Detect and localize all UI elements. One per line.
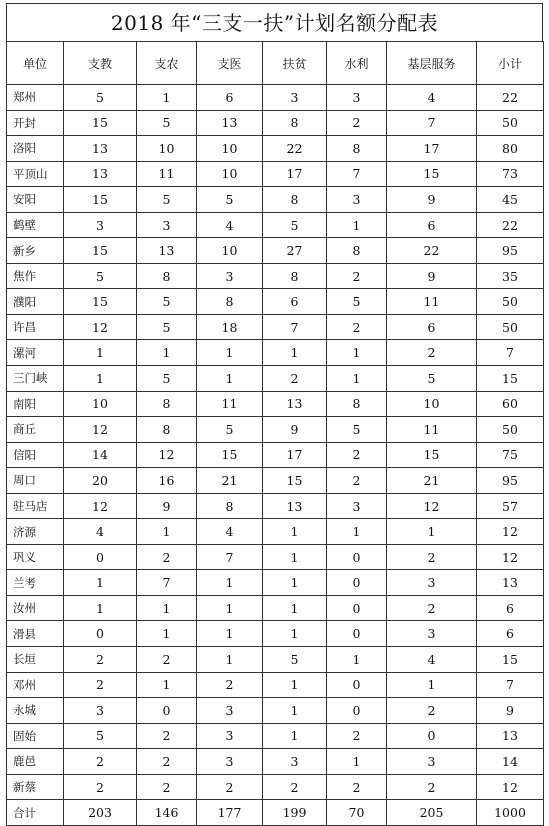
quota-cell: 12 bbox=[64, 417, 137, 443]
quota-cell: 1 bbox=[387, 519, 477, 545]
table-body bbox=[7, 85, 544, 800]
quota-cell: 3 bbox=[137, 212, 197, 238]
quota-cell: 9 bbox=[137, 493, 197, 519]
quota-cell: 1 bbox=[327, 366, 387, 392]
quota-cell: 21 bbox=[197, 468, 263, 494]
table-row bbox=[7, 314, 544, 340]
quota-cell: 0 bbox=[64, 621, 137, 647]
quota-cell: 1 bbox=[137, 519, 197, 545]
quota-cell: 13 bbox=[477, 723, 544, 749]
quota-cell: 45 bbox=[477, 187, 544, 213]
quota-cell: 1 bbox=[64, 366, 137, 392]
quota-cell: 2 bbox=[137, 647, 197, 673]
quota-cell: 0 bbox=[327, 570, 387, 596]
quota-cell: 75 bbox=[477, 442, 544, 468]
quota-cell: 12 bbox=[64, 314, 137, 340]
quota-cell: 5 bbox=[137, 314, 197, 340]
quota-cell: 80 bbox=[477, 136, 544, 162]
unit-name-cell: 济源 bbox=[7, 519, 64, 545]
quota-cell: 2 bbox=[64, 647, 137, 673]
unit-name-cell: 漯河 bbox=[7, 340, 64, 366]
table-row bbox=[7, 647, 544, 673]
unit-name-cell: 洛阳 bbox=[7, 136, 64, 162]
quota-cell: 15 bbox=[477, 366, 544, 392]
unit-name-cell: 兰考 bbox=[7, 570, 64, 596]
quota-cell: 1 bbox=[263, 570, 327, 596]
quota-cell: 8 bbox=[263, 263, 327, 289]
quota-cell: 1 bbox=[263, 672, 327, 698]
quota-cell: 8 bbox=[137, 263, 197, 289]
quota-cell: 57 bbox=[477, 493, 544, 519]
quota-cell: 15 bbox=[477, 647, 544, 673]
quota-cell: 9 bbox=[263, 417, 327, 443]
quota-cell: 1 bbox=[387, 672, 477, 698]
quota-cell: 5 bbox=[137, 187, 197, 213]
quota-cell: 7 bbox=[327, 161, 387, 187]
quota-cell: 0 bbox=[387, 723, 477, 749]
quota-cell: 1 bbox=[263, 519, 327, 545]
quota-cell: 3 bbox=[327, 85, 387, 111]
quota-cell: 15 bbox=[197, 442, 263, 468]
quota-cell: 3 bbox=[64, 212, 137, 238]
table-row bbox=[7, 672, 544, 698]
quota-cell: 12 bbox=[477, 774, 544, 800]
quota-cell: 0 bbox=[327, 544, 387, 570]
quota-cell: 14 bbox=[64, 442, 137, 468]
quota-cell: 6 bbox=[387, 212, 477, 238]
column-header-poverty: 扶贫 bbox=[263, 42, 327, 85]
quota-cell: 2 bbox=[387, 595, 477, 621]
table-row bbox=[7, 340, 544, 366]
quota-cell: 5 bbox=[327, 417, 387, 443]
quota-cell: 1 bbox=[327, 340, 387, 366]
table-row bbox=[7, 212, 544, 238]
allocation-table bbox=[6, 41, 544, 826]
quota-cell: 10 bbox=[137, 136, 197, 162]
quota-cell: 11 bbox=[197, 391, 263, 417]
quota-cell: 1 bbox=[327, 212, 387, 238]
quota-cell: 8 bbox=[327, 238, 387, 264]
quota-cell: 0 bbox=[327, 621, 387, 647]
quota-cell: 8 bbox=[263, 187, 327, 213]
quota-cell: 6 bbox=[387, 314, 477, 340]
quota-cell: 1 bbox=[263, 595, 327, 621]
table-row bbox=[7, 391, 544, 417]
total-cell: 177 bbox=[197, 800, 263, 826]
quota-cell: 12 bbox=[477, 519, 544, 545]
quota-cell: 13 bbox=[477, 570, 544, 596]
quota-cell: 14 bbox=[477, 749, 544, 775]
total-cell: 1000 bbox=[477, 800, 544, 826]
quota-cell: 5 bbox=[263, 647, 327, 673]
quota-cell: 1 bbox=[327, 749, 387, 775]
total-row bbox=[7, 800, 544, 826]
quota-cell: 1 bbox=[263, 340, 327, 366]
quota-cell: 1 bbox=[137, 340, 197, 366]
quota-cell: 2 bbox=[387, 544, 477, 570]
table-row bbox=[7, 263, 544, 289]
quota-cell: 9 bbox=[387, 263, 477, 289]
quota-cell: 2 bbox=[197, 672, 263, 698]
quota-cell: 4 bbox=[387, 85, 477, 111]
quota-cell: 3 bbox=[197, 698, 263, 724]
quota-cell: 0 bbox=[327, 595, 387, 621]
column-header-agriculture: 支农 bbox=[137, 42, 197, 85]
allocation-table-page bbox=[6, 3, 543, 826]
total-cell: 199 bbox=[263, 800, 327, 826]
quota-cell: 13 bbox=[263, 391, 327, 417]
quota-cell: 2 bbox=[327, 774, 387, 800]
quota-cell: 50 bbox=[477, 314, 544, 340]
quota-cell: 3 bbox=[387, 621, 477, 647]
total-cell: 70 bbox=[327, 800, 387, 826]
quota-cell: 12 bbox=[64, 493, 137, 519]
column-header-teaching: 支教 bbox=[64, 42, 137, 85]
quota-cell: 7 bbox=[477, 340, 544, 366]
quota-cell: 13 bbox=[137, 238, 197, 264]
quota-cell: 1 bbox=[263, 544, 327, 570]
quota-cell: 5 bbox=[64, 85, 137, 111]
unit-name-cell: 巩义 bbox=[7, 544, 64, 570]
quota-cell: 2 bbox=[64, 672, 137, 698]
column-header-water: 水利 bbox=[327, 42, 387, 85]
quota-cell: 17 bbox=[387, 136, 477, 162]
quota-cell: 12 bbox=[387, 493, 477, 519]
quota-cell: 5 bbox=[197, 187, 263, 213]
quota-cell: 5 bbox=[64, 723, 137, 749]
quota-cell: 4 bbox=[197, 212, 263, 238]
quota-cell: 13 bbox=[263, 493, 327, 519]
quota-cell: 3 bbox=[197, 749, 263, 775]
quota-cell: 8 bbox=[197, 493, 263, 519]
quota-cell: 2 bbox=[327, 468, 387, 494]
quota-cell: 1 bbox=[64, 570, 137, 596]
quota-cell: 3 bbox=[263, 749, 327, 775]
quota-cell: 2 bbox=[327, 314, 387, 340]
table-row bbox=[7, 621, 544, 647]
unit-name-cell: 焦作 bbox=[7, 263, 64, 289]
quota-cell: 0 bbox=[327, 672, 387, 698]
quota-cell: 22 bbox=[387, 238, 477, 264]
unit-name-cell: 永城 bbox=[7, 698, 64, 724]
quota-cell: 2 bbox=[263, 774, 327, 800]
quota-cell: 5 bbox=[197, 417, 263, 443]
quota-cell: 16 bbox=[137, 468, 197, 494]
quota-cell: 2 bbox=[327, 110, 387, 136]
quota-cell: 15 bbox=[64, 110, 137, 136]
quota-cell: 15 bbox=[64, 238, 137, 264]
quota-cell: 0 bbox=[64, 544, 137, 570]
quota-cell: 50 bbox=[477, 289, 544, 315]
quota-cell: 5 bbox=[387, 366, 477, 392]
quota-cell: 2 bbox=[327, 263, 387, 289]
quota-cell: 7 bbox=[137, 570, 197, 596]
quota-cell: 11 bbox=[387, 289, 477, 315]
unit-name-cell: 南阳 bbox=[7, 391, 64, 417]
quota-cell: 2 bbox=[64, 749, 137, 775]
column-header-grassroots: 基层服务 bbox=[387, 42, 477, 85]
header-row bbox=[7, 42, 544, 85]
table-row bbox=[7, 723, 544, 749]
unit-name-cell: 滑县 bbox=[7, 621, 64, 647]
unit-name-cell: 邓州 bbox=[7, 672, 64, 698]
table-row bbox=[7, 519, 544, 545]
quota-cell: 3 bbox=[327, 493, 387, 519]
quota-cell: 73 bbox=[477, 161, 544, 187]
quota-cell: 0 bbox=[327, 698, 387, 724]
table-row bbox=[7, 110, 544, 136]
quota-cell: 4 bbox=[387, 647, 477, 673]
quota-cell: 17 bbox=[263, 442, 327, 468]
table-row bbox=[7, 570, 544, 596]
total-cell: 146 bbox=[137, 800, 197, 826]
table-row bbox=[7, 468, 544, 494]
quota-cell: 8 bbox=[327, 391, 387, 417]
quota-cell: 1 bbox=[64, 595, 137, 621]
quota-cell: 1 bbox=[64, 340, 137, 366]
quota-cell: 3 bbox=[197, 263, 263, 289]
quota-cell: 6 bbox=[477, 595, 544, 621]
quota-cell: 8 bbox=[137, 391, 197, 417]
quota-cell: 2 bbox=[197, 774, 263, 800]
quota-cell: 1 bbox=[197, 340, 263, 366]
column-header-subtotal: 小计 bbox=[477, 42, 544, 85]
unit-name-cell: 鹿邑 bbox=[7, 749, 64, 775]
quota-cell: 95 bbox=[477, 238, 544, 264]
unit-name-cell: 郑州 bbox=[7, 85, 64, 111]
quota-cell: 18 bbox=[197, 314, 263, 340]
quota-cell: 8 bbox=[327, 136, 387, 162]
quota-cell: 15 bbox=[64, 289, 137, 315]
table-row bbox=[7, 238, 544, 264]
quota-cell: 20 bbox=[64, 468, 137, 494]
table-row bbox=[7, 493, 544, 519]
quota-cell: 5 bbox=[137, 366, 197, 392]
quota-cell: 2 bbox=[263, 366, 327, 392]
unit-name-cell: 鹤壁 bbox=[7, 212, 64, 238]
quota-cell: 10 bbox=[197, 238, 263, 264]
quota-cell: 2 bbox=[137, 544, 197, 570]
quota-cell: 15 bbox=[263, 468, 327, 494]
quota-cell: 2 bbox=[137, 749, 197, 775]
quota-cell: 10 bbox=[197, 161, 263, 187]
quota-cell: 7 bbox=[197, 544, 263, 570]
quota-cell: 60 bbox=[477, 391, 544, 417]
table-row bbox=[7, 187, 544, 213]
table-row bbox=[7, 749, 544, 775]
quota-cell: 4 bbox=[197, 519, 263, 545]
quota-cell: 7 bbox=[387, 110, 477, 136]
quota-cell: 11 bbox=[387, 417, 477, 443]
quota-cell: 50 bbox=[477, 110, 544, 136]
table-title: 2018 年“三支一扶”计划名额分配表 bbox=[6, 3, 543, 41]
quota-cell: 1 bbox=[137, 85, 197, 111]
unit-name-cell: 驻马店 bbox=[7, 493, 64, 519]
quota-cell: 2 bbox=[64, 774, 137, 800]
quota-cell: 1 bbox=[263, 698, 327, 724]
quota-cell: 5 bbox=[137, 289, 197, 315]
quota-cell: 4 bbox=[64, 519, 137, 545]
unit-name-cell: 三门峡 bbox=[7, 366, 64, 392]
table-row bbox=[7, 136, 544, 162]
quota-cell: 1 bbox=[197, 570, 263, 596]
quota-cell: 2 bbox=[387, 340, 477, 366]
quota-cell: 15 bbox=[387, 161, 477, 187]
unit-name-cell: 濮阳 bbox=[7, 289, 64, 315]
quota-cell: 5 bbox=[64, 263, 137, 289]
quota-cell: 13 bbox=[64, 161, 137, 187]
quota-cell: 17 bbox=[263, 161, 327, 187]
quota-cell: 1 bbox=[197, 366, 263, 392]
quota-cell: 0 bbox=[137, 698, 197, 724]
quota-cell: 7 bbox=[477, 672, 544, 698]
quota-cell: 6 bbox=[197, 85, 263, 111]
total-label: 合计 bbox=[7, 800, 64, 826]
unit-name-cell: 商丘 bbox=[7, 417, 64, 443]
unit-name-cell: 新蔡 bbox=[7, 774, 64, 800]
unit-name-cell: 长垣 bbox=[7, 647, 64, 673]
quota-cell: 3 bbox=[263, 85, 327, 111]
quota-cell: 6 bbox=[263, 289, 327, 315]
column-header-unit: 单位 bbox=[7, 42, 64, 85]
quota-cell: 8 bbox=[197, 289, 263, 315]
table-row bbox=[7, 698, 544, 724]
quota-cell: 27 bbox=[263, 238, 327, 264]
quota-cell: 5 bbox=[263, 212, 327, 238]
quota-cell: 1 bbox=[327, 519, 387, 545]
quota-cell: 1 bbox=[137, 621, 197, 647]
quota-cell: 9 bbox=[387, 187, 477, 213]
table-row bbox=[7, 366, 544, 392]
quota-cell: 10 bbox=[64, 391, 137, 417]
quota-cell: 15 bbox=[387, 442, 477, 468]
quota-cell: 21 bbox=[387, 468, 477, 494]
quota-cell: 11 bbox=[137, 161, 197, 187]
quota-cell: 1 bbox=[197, 647, 263, 673]
quota-cell: 1 bbox=[137, 595, 197, 621]
quota-cell: 22 bbox=[263, 136, 327, 162]
quota-cell: 22 bbox=[477, 85, 544, 111]
table-row bbox=[7, 774, 544, 800]
quota-cell: 3 bbox=[64, 698, 137, 724]
quota-cell: 2 bbox=[327, 723, 387, 749]
quota-cell: 2 bbox=[387, 774, 477, 800]
total-cell: 205 bbox=[387, 800, 477, 826]
unit-name-cell: 许昌 bbox=[7, 314, 64, 340]
quota-cell: 10 bbox=[197, 136, 263, 162]
quota-cell: 3 bbox=[387, 570, 477, 596]
quota-cell: 35 bbox=[477, 263, 544, 289]
quota-cell: 9 bbox=[477, 698, 544, 724]
unit-name-cell: 平顶山 bbox=[7, 161, 64, 187]
quota-cell: 1 bbox=[137, 672, 197, 698]
quota-cell: 15 bbox=[64, 187, 137, 213]
unit-name-cell: 汝州 bbox=[7, 595, 64, 621]
quota-cell: 1 bbox=[197, 621, 263, 647]
quota-cell: 5 bbox=[137, 110, 197, 136]
table-row bbox=[7, 85, 544, 111]
unit-name-cell: 周口 bbox=[7, 468, 64, 494]
quota-cell: 8 bbox=[137, 417, 197, 443]
quota-cell: 3 bbox=[197, 723, 263, 749]
table-row bbox=[7, 289, 544, 315]
quota-cell: 3 bbox=[327, 187, 387, 213]
quota-cell: 10 bbox=[387, 391, 477, 417]
quota-cell: 3 bbox=[387, 749, 477, 775]
table-row bbox=[7, 442, 544, 468]
quota-cell: 5 bbox=[327, 289, 387, 315]
quota-cell: 2 bbox=[327, 442, 387, 468]
quota-cell: 8 bbox=[263, 110, 327, 136]
quota-cell: 1 bbox=[327, 647, 387, 673]
quota-cell: 6 bbox=[477, 621, 544, 647]
quota-cell: 1 bbox=[263, 621, 327, 647]
quota-cell: 13 bbox=[64, 136, 137, 162]
table-row bbox=[7, 595, 544, 621]
unit-name-cell: 开封 bbox=[7, 110, 64, 136]
quota-cell: 22 bbox=[477, 212, 544, 238]
table-row bbox=[7, 417, 544, 443]
quota-cell: 2 bbox=[137, 723, 197, 749]
table-row bbox=[7, 544, 544, 570]
quota-cell: 1 bbox=[263, 723, 327, 749]
quota-cell: 12 bbox=[137, 442, 197, 468]
quota-cell: 13 bbox=[197, 110, 263, 136]
quota-cell: 95 bbox=[477, 468, 544, 494]
total-cell: 203 bbox=[64, 800, 137, 826]
column-header-medical: 支医 bbox=[197, 42, 263, 85]
quota-cell: 12 bbox=[477, 544, 544, 570]
quota-cell: 50 bbox=[477, 417, 544, 443]
quota-cell: 2 bbox=[137, 774, 197, 800]
quota-cell: 7 bbox=[263, 314, 327, 340]
quota-cell: 2 bbox=[387, 698, 477, 724]
unit-name-cell: 安阳 bbox=[7, 187, 64, 213]
unit-name-cell: 固始 bbox=[7, 723, 64, 749]
unit-name-cell: 新乡 bbox=[7, 238, 64, 264]
unit-name-cell: 信阳 bbox=[7, 442, 64, 468]
table-row bbox=[7, 161, 544, 187]
quota-cell: 1 bbox=[197, 595, 263, 621]
